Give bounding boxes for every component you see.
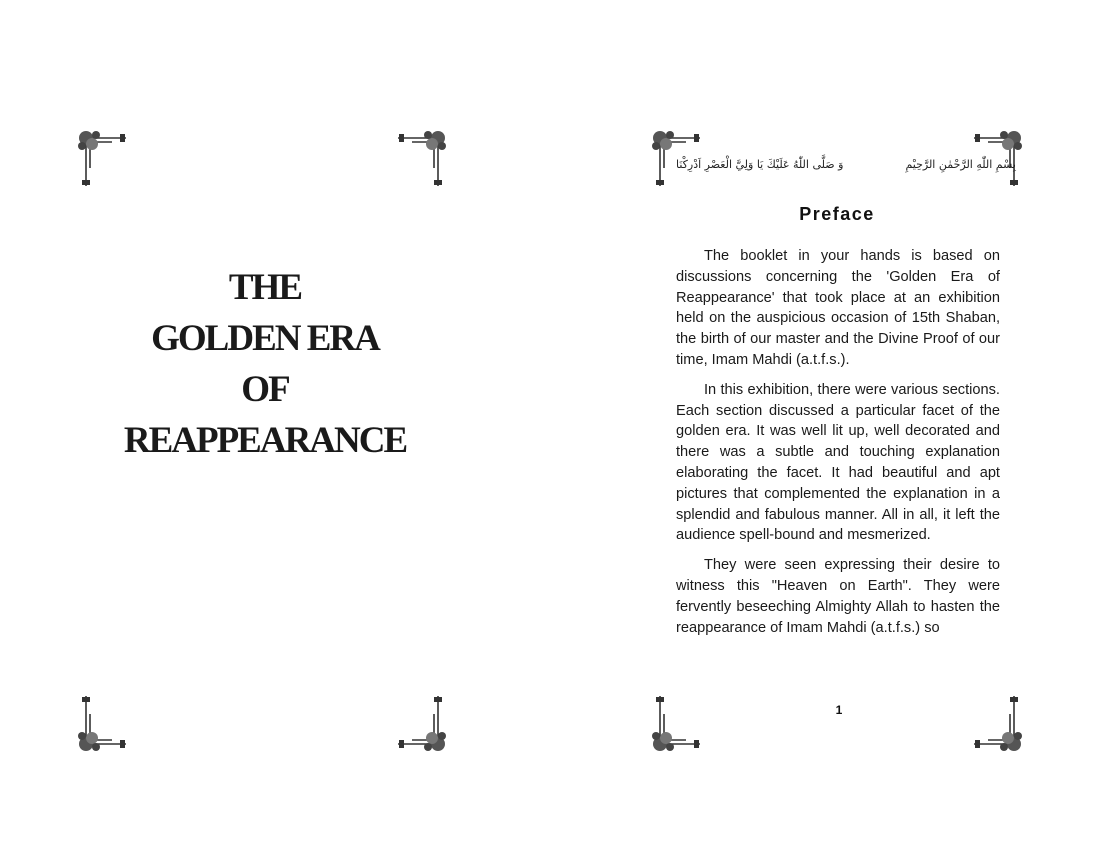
book-title-line: GOLDEN ERA — [151, 318, 379, 359]
corner-ornament-bottom-right — [970, 692, 1024, 754]
corner-ornament-bottom-right — [394, 692, 448, 754]
corner-ornament-bottom-left — [76, 692, 130, 754]
salutation-text: وَ صَلَّى اللّٰهُ عَلَيْكَ يَا وَلِيَّ الْعَصْرِ اَدْرِكْنَا — [676, 158, 844, 171]
page-number: 1 — [835, 703, 843, 717]
floral-corner-icon — [394, 128, 448, 190]
book-title — [60, 262, 470, 466]
floral-corner-icon — [76, 692, 130, 754]
bismillah-text: بِسْمِ اللّٰهِ الرَّحْمٰنِ الرَّحِيْمِ — [905, 158, 1016, 171]
floral-corner-icon — [76, 128, 130, 190]
preface-paragraph: The booklet in your hands is based on discussions concerning the 'Golden Era of Reappearance' that took place at an exhibition held on the auspicious occasion of 15th Shaban, the birth of our master and the Divine Proof of our time, Imam Mahdi (a.t.f.s.). — [676, 248, 1000, 368]
book-title-line: REAPPEARANCE — [123, 420, 407, 461]
corner-ornament-bottom-left — [650, 692, 704, 754]
book-title-line: THE — [228, 267, 302, 308]
preface-paragraph: They were seen expressing their desire to witness this "Heaven on Earth". They were fervently beseeching Almighty Allah to hasten the reappearance of Imam Mahdi (a.t.f.s.) so — [676, 557, 1000, 636]
preface-heading: Preface — [799, 204, 875, 224]
arabic-invocation — [676, 158, 1016, 182]
floral-corner-icon — [650, 692, 704, 754]
floral-corner-icon — [970, 692, 1024, 754]
floral-corner-icon — [394, 692, 448, 754]
right-page — [550, 0, 1100, 850]
preface-paragraph: In this exhibition, there were various sections. Each section discussed a particular facet of the golden era. It was well lit up, well decorated and there was a subtle and touching explanation elaborating the facet. It had beautiful and apt pictures that complemented the explanation in a splendid and fabulous manner. All in all, it left the audience spell-bound and mesmerized. — [676, 381, 1000, 544]
preface-body — [676, 246, 1000, 680]
corner-ornament-top-left — [76, 128, 130, 190]
corner-ornament-top-right — [394, 128, 448, 190]
book-title-line: OF — [241, 369, 289, 410]
